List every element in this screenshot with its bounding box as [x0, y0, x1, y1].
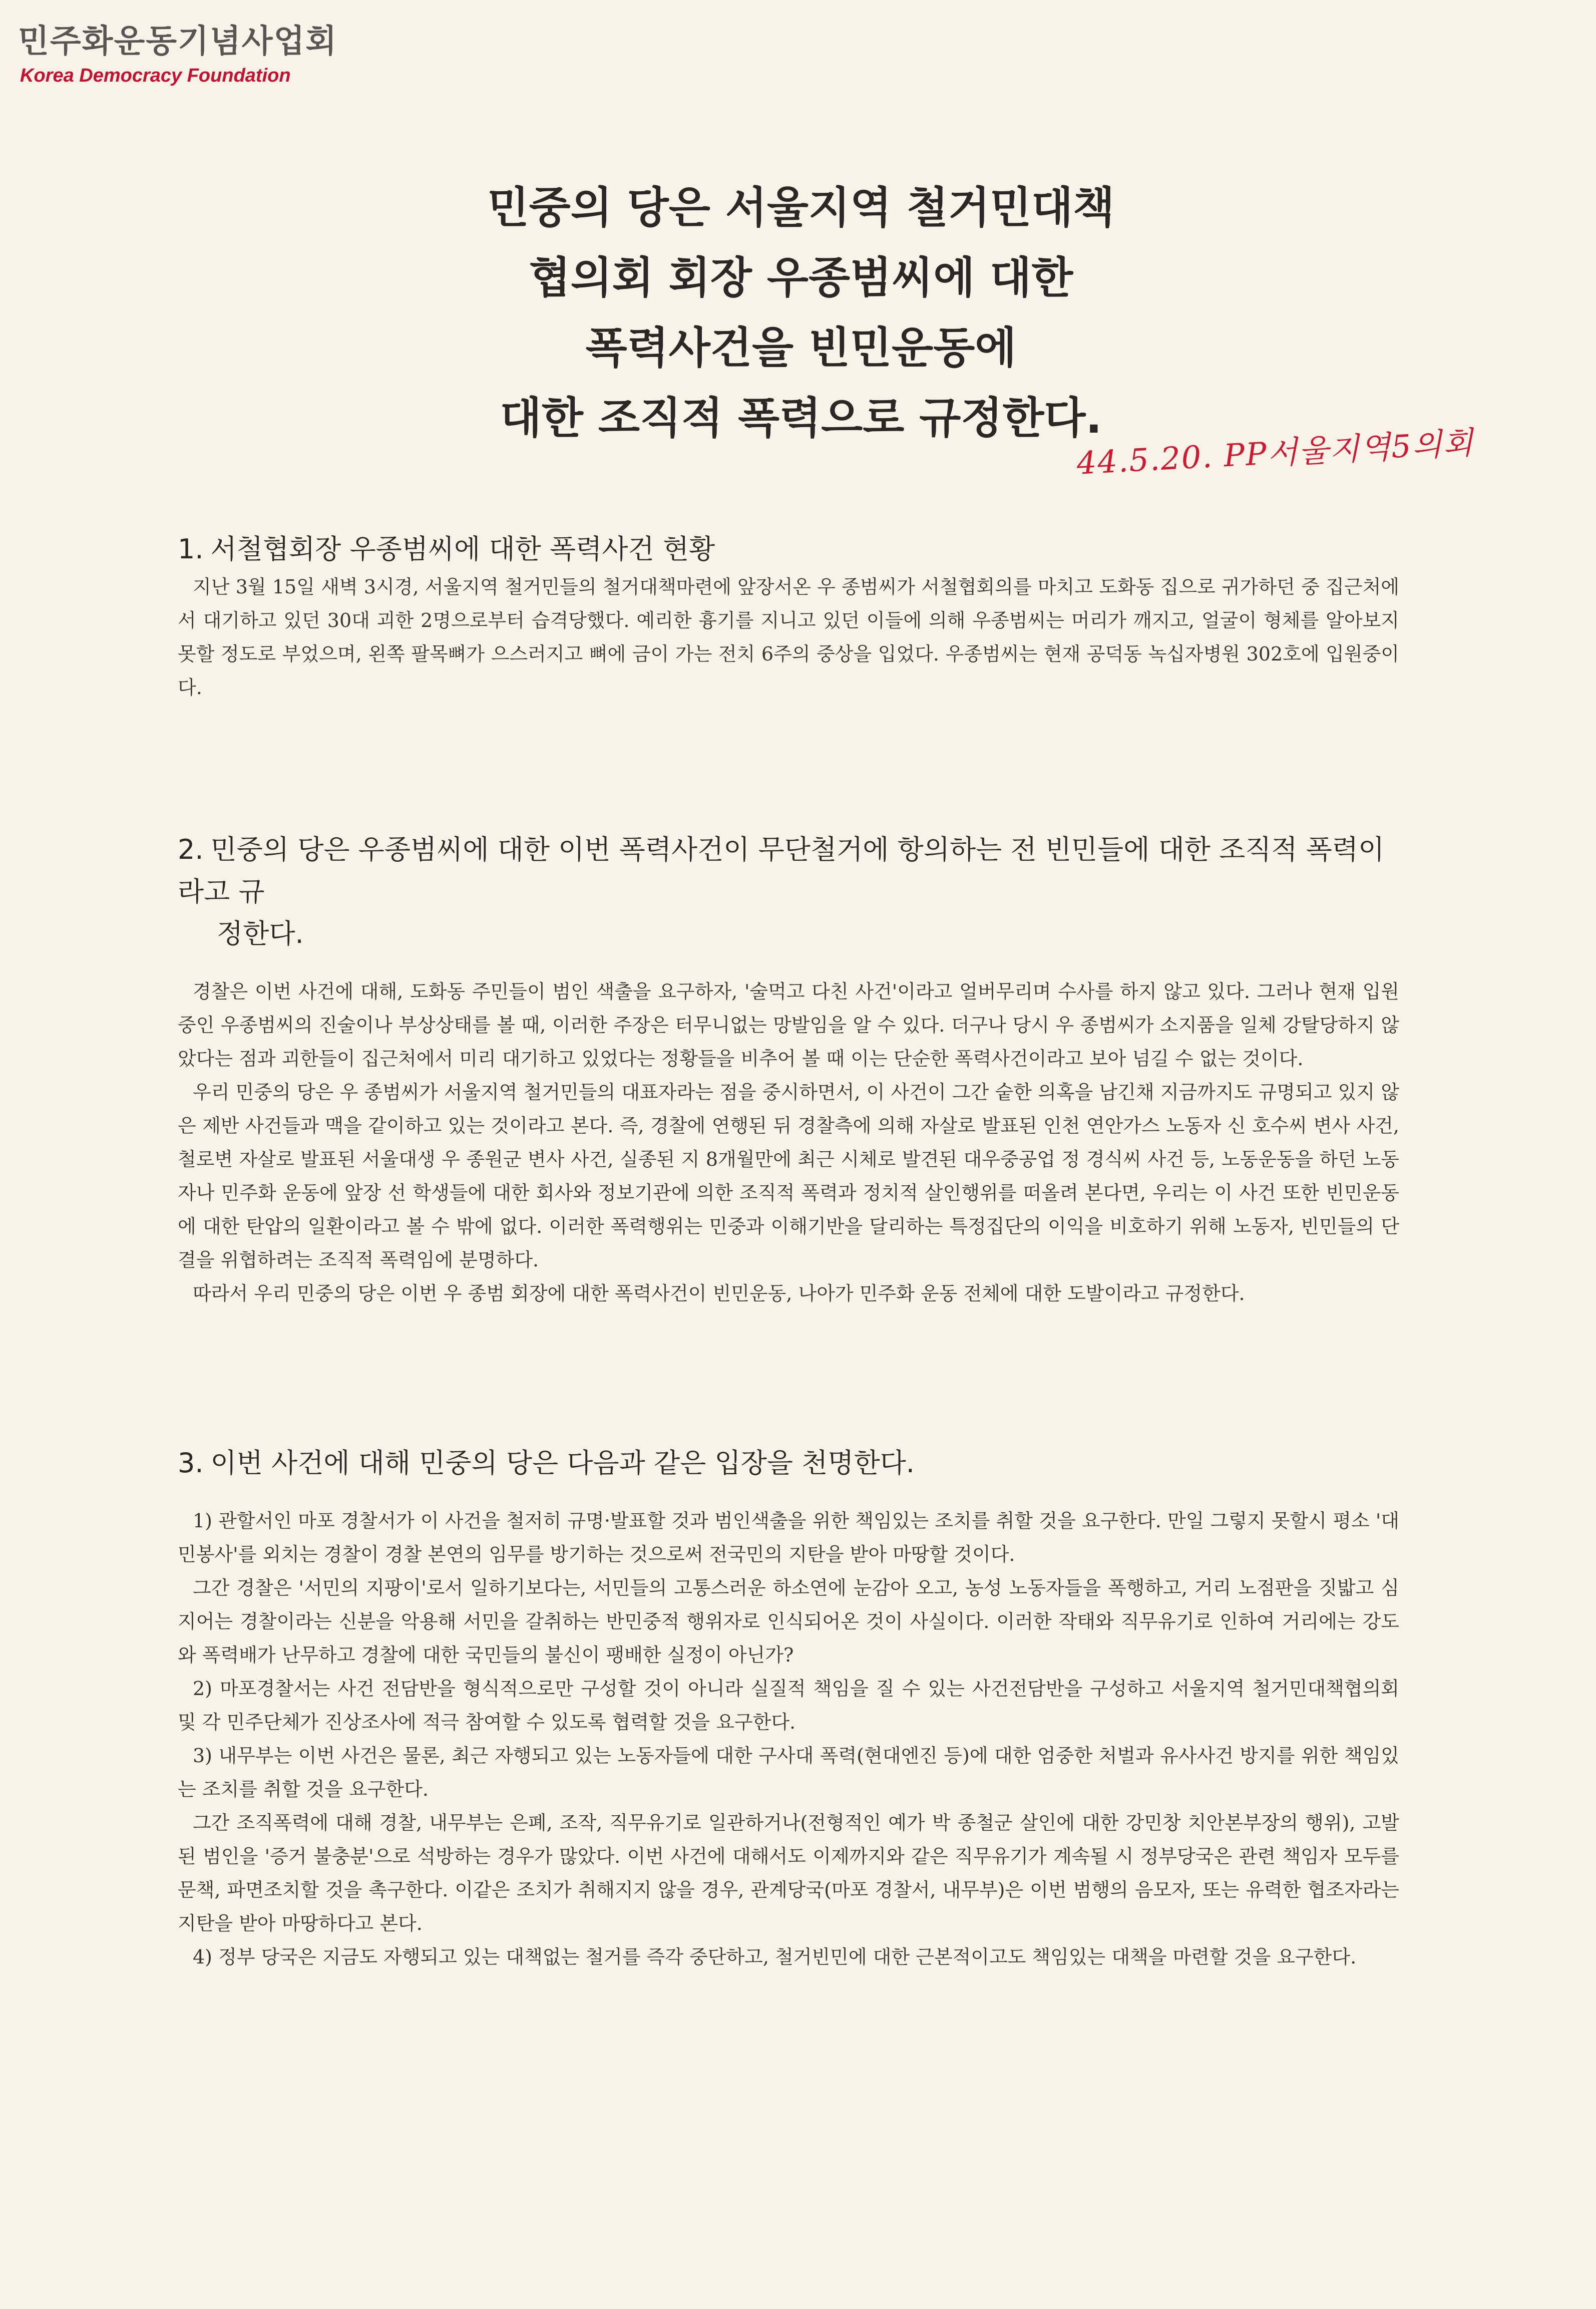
section-2-heading-line-2: 정한다.: [217, 918, 304, 949]
title-line-4: 대한 조직적 폭력으로 규정한다.: [500, 393, 1102, 443]
section-3-paragraph-1: 1) 관할서인 마포 경찰서가 이 사건을 철저히 규명·발표할 것과 범인색출을 위한 책임있는 조치를 취할 것을 요구한다. 만일 그렇지 못할시 평소 '대민봉사'를 외치는 경찰이 경찰 본연의 임무를 방기하는 것으로써 전국민의 지탄을 받아 마땅할 것이다.: [178, 1510, 1399, 1565]
section-1: [178, 528, 1399, 705]
logo-korean-text: 민주화운동기념사업회: [18, 23, 338, 60]
section-2-heading: [178, 829, 1399, 955]
foundation-logo: [18, 19, 368, 87]
section-1-number: 1.: [178, 533, 204, 565]
section-3: [178, 1442, 1399, 1974]
section-2: [178, 829, 1399, 1310]
section-3-number: 3.: [178, 1447, 204, 1479]
section-1-heading: [178, 528, 1399, 570]
logo-english-text: Korea Democracy Foundation: [20, 65, 291, 86]
section-3-paragraph-3: 2) 마포경찰서는 사건 전담반을 형식적으로만 구성할 것이 아니라 실질적 책임을 질 수 있는 사건전담반을 구성하고 서울지역 철거민대책협의회 및 각 민주단체가 진상조사에 적극 참여할 수 있도록 협력할 것을 요구한다.: [178, 1678, 1399, 1733]
section-3-paragraph-4: 3) 내무부는 이번 사건은 물론, 최근 자행되고 있는 노동자들에 대한 구사대 폭력(현대엔진 등)에 대한 엄중한 처벌과 유사사건 방지를 위한 책임있는 조치를 취할 것을 요구한다.: [178, 1745, 1399, 1800]
handwritten-annotation: 44.5.20. PP서울지역5의회: [1075, 424, 1475, 482]
section-2-paragraph-2: 우리 민중의 당은 우 종범씨가 서울지역 철거민들의 대표자라는 점을 중시하면서, 이 사건이 그간 숱한 의혹을 남긴채 지금까지도 규명되고 있지 않은 제반 사건들과 맥을 같이하고 있는 것이라고 본다. 즉, 경찰에 연행된 뒤 경찰측에 의해 자살로 발표된 인천 연안가스 노동자 신 호수씨 변사 사건, 철로변 자살로 발표된 서울대생 우 종원군 변사 사건, 실종된 지 8개월만에 최근 시체로 발견된 대우중공업 정 경식씨 사건 등, 노동운동을 하던 노동자나 민주화 운동에 앞장 선 학생들에 대한 회사와 정보기관에 의한 조직적 폭력과 정치적 살인행위를 떠올려 본다면, 우리는 이 사건 또한 빈민운동에 대한 탄압의 일환이라고 볼 수 밖에 없다. 이러한 폭력행위는 민중과 이해기반을 달리하는 특정집단의 이익을 비호하기 위해 노동자, 빈민들의 단결을 위협하려는 조직적 폭력임에 분명하다.: [178, 1081, 1399, 1271]
section-1-body: [178, 570, 1399, 705]
section-3-body: [178, 1504, 1399, 1974]
section-2-paragraph-3: 따라서 우리 민중의 당은 이번 우 종범 회장에 대한 폭력사건이 빈민운동, 나아가 민주화 운동 전체에 대한 도발이라고 규정한다.: [193, 1282, 1245, 1304]
title-line-3: 폭력사건을 빈민운동에: [585, 323, 1017, 373]
section-3-paragraph-6: 4) 정부 당국은 지금도 자행되고 있는 대책없는 철거를 즉각 중단하고, 철거빈민에 대한 근본적이고도 책임있는 대책을 마련할 것을 요구한다.: [193, 1946, 1357, 1968]
section-1-paragraph-1: 지난 3월 15일 새벽 3시경, 서울지역 철거민들의 철거대책마련에 앞장서온 우 종범씨가 서철협회의를 마치고 도화동 집으로 귀가하던 중 집근처에서 대기하고 있던 30대 괴한 2명으로부터 습격당했다. 예리한 흉기를 지니고 있던 이들에 의해 우종범씨는 머리가 깨지고, 얼굴이 형체를 알아보지 못할 정도로 부었으며, 왼쪽 팔목뼈가 으스러지고 뼈에 금이 가는 전치 6주의 중상을 입었다. 우종범씨는 현재 공덕동 녹십자병원 302호에 입원중이다.: [178, 576, 1399, 699]
section-3-heading-text: 이번 사건에 대해 민중의 당은 다음과 같은 입장을 천명한다.: [210, 1447, 915, 1479]
section-1-heading-text: 서철협회장 우종범씨에 대한 폭력사건 현황: [210, 533, 715, 565]
title-line-2: 협의회 회장 우종범씨에 대한: [529, 253, 1073, 303]
document-title: [350, 173, 1252, 453]
section-2-number: 2.: [178, 834, 204, 865]
section-3-paragraph-5: 그간 조직폭력에 대해 경찰, 내무부는 은폐, 조작, 직무유기로 일관하거나(전형적인 예가 박 종철군 살인에 대한 강민창 치안본부장의 행위), 고발된 범인을 '증거 불충분'으로 석방하는 경우가 많았다. 이번 사건에 대해서도 이제까지와 같은 직무유기가 계속될 시 정부당국은 관련 책임자 모두를 문책, 파면조치할 것을 촉구한다. 이같은 조치가 취해지지 않을 경우, 관계당국(마포 경찰서, 내무부)은 이번 범행의 음모자, 또는 유력한 협조자라는 지탄을 받아 마땅하다고 본다.: [178, 1812, 1399, 1934]
title-line-1: 민중의 당은 서울지역 철거민대책: [487, 183, 1115, 233]
section-2-heading-line-1: 민중의 당은 우종범씨에 대한 이번 폭력사건이 무단철거에 항의하는 전 빈민들에 대한 조직적 폭력이라고 규: [178, 834, 1385, 907]
section-3-heading: [178, 1442, 1399, 1484]
section-2-paragraph-1: 경찰은 이번 사건에 대해, 도화동 주민들이 범인 색출을 요구하자, '술먹고 다친 사건'이라고 얼버무리며 수사를 하지 않고 있다. 그러나 현재 입원중인 우종범씨의 진술이나 부상상태를 볼 때, 이러한 주장은 터무니없는 망발임을 알 수 있다. 더구나 당시 우 종범씨가 소지품을 일체 강탈당하지 않았다는 점과 괴한들이 집근처에서 미리 대기하고 있었다는 정황들을 비추어 볼 때 이는 단순한 폭력사건이라고 보아 넘길 수 없는 것이다.: [178, 980, 1399, 1070]
section-2-body: [178, 975, 1399, 1310]
section-3-paragraph-2: 그간 경찰은 '서민의 지팡이'로서 일하기보다는, 서민들의 고통스러운 하소연에 눈감아 오고, 농성 노동자들을 폭행하고, 거리 노점판을 짓밟고 심지어는 경찰이라는 신분을 악용해 서민을 갈취하는 반민중적 행위자로 인식되어온 것이 사실이다. 이러한 작태와 직무유기로 인하여 거리에는 강도와 폭력배가 난무하고 경찰에 대한 국민들의 불신이 팽배한 실정이 아닌가?: [178, 1577, 1399, 1666]
